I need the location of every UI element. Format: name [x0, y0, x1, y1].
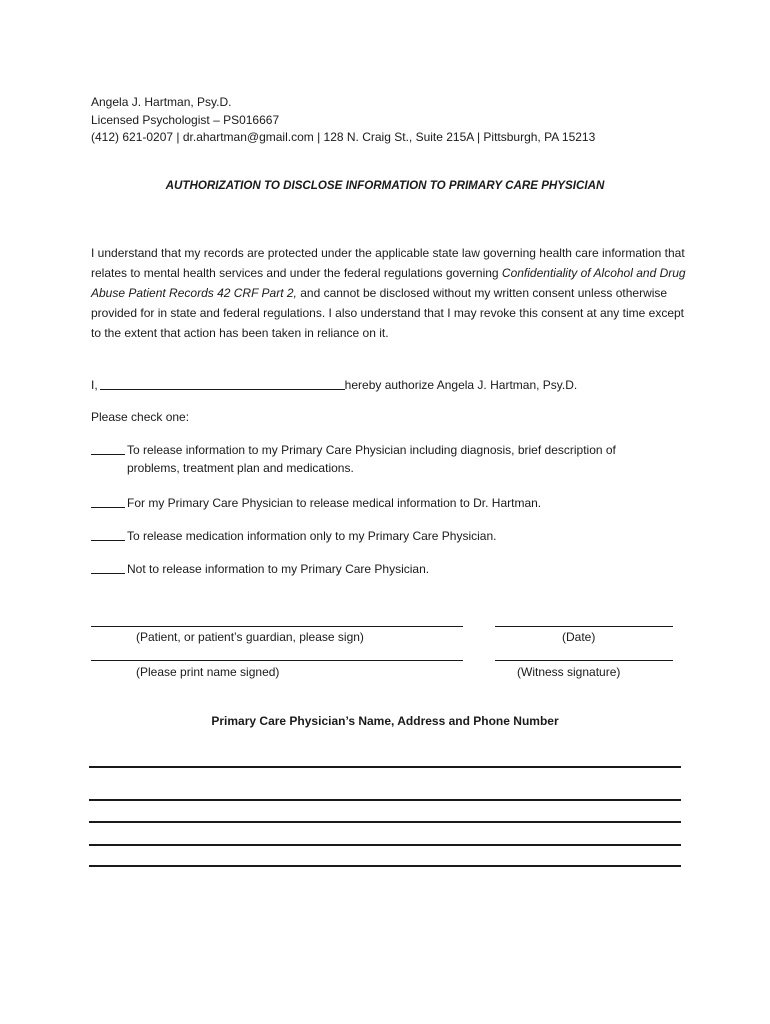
option-label: To release information to my Primary Care Physician including diagnosis, brief description of problems, treatment plan and medications. — [127, 443, 616, 475]
consent-paragraph — [91, 243, 687, 343]
printed-name-label: (Please print name signed) — [136, 665, 280, 679]
option-release-medication-only — [91, 528, 671, 546]
authorization-suffix: hereby authorize Angela J. Hartman, Psy.D. — [344, 378, 578, 392]
contact-line: (412) 621-0207 | dr.ahartman@gmail.com | 128 N. Craig St., Suite 215A | Pittsburgh, PA 15213 — [91, 130, 596, 144]
pcp-info-line[interactable] — [89, 844, 681, 846]
authorization-prefix: I, — [91, 378, 98, 392]
witness-label: (Witness signature) — [517, 665, 621, 679]
authorization-statement — [91, 377, 577, 392]
pcp-info-heading: Primary Care Physician’s Name, Address and Phone Number — [211, 714, 559, 728]
document-title: AUTHORIZATION TO DISCLOSE INFORMATION TO PRIMARY CARE PHYSICIAN — [165, 179, 605, 192]
check-one-label: Please check one: — [91, 410, 190, 424]
option-checkbox-line[interactable] — [91, 573, 125, 574]
option-release-full-info — [91, 442, 671, 477]
date-line[interactable] — [495, 626, 673, 627]
witness-signature-line[interactable] — [495, 660, 673, 661]
printed-name-line[interactable] — [91, 660, 463, 661]
psychologist-name: Angela J. Hartman, Psy.D. — [91, 95, 232, 109]
consent-text-part1: I understand that my records are protected under the applicable state law governing health care information that relates to mental health services and under the federal regulations governing — [91, 246, 685, 281]
date-label: (Date) — [562, 630, 596, 644]
pcp-info-line[interactable] — [89, 766, 681, 768]
option-label: Not to release information to my Primary Care Physician. — [127, 562, 430, 576]
option-checkbox-line[interactable] — [91, 540, 125, 541]
regulation-citation: Confidentiality of Alcohol and Drug Abuse Patient Records 42 CRF Part 2, — [91, 266, 686, 301]
pcp-info-line[interactable] — [89, 799, 681, 801]
option-do-not-release — [91, 561, 671, 579]
license-line: Licensed Psychologist – PS016667 — [91, 112, 280, 127]
patient-name-blank[interactable] — [100, 377, 345, 390]
pcp-info-line[interactable] — [89, 865, 681, 867]
option-label: To release medication information only to my Primary Care Physician. — [127, 529, 497, 543]
patient-signature-line[interactable] — [91, 626, 463, 627]
option-pcp-release-to-hartman — [91, 495, 671, 513]
pcp-info-line[interactable] — [89, 821, 681, 823]
option-checkbox-line[interactable] — [91, 454, 125, 455]
patient-signature-label: (Patient, or patient’s guardian, please sign) — [136, 630, 364, 644]
option-label: For my Primary Care Physician to release medical information to Dr. Hartman. — [127, 496, 542, 510]
option-checkbox-line[interactable] — [91, 507, 125, 508]
letterhead — [91, 94, 595, 147]
consent-text-part2: and cannot be disclosed without my written consent unless otherwise provided for in state and federal regulations. I also understand that I may revoke this consent at any time except to the extent that action has been taken in reliance on it. — [91, 286, 685, 341]
